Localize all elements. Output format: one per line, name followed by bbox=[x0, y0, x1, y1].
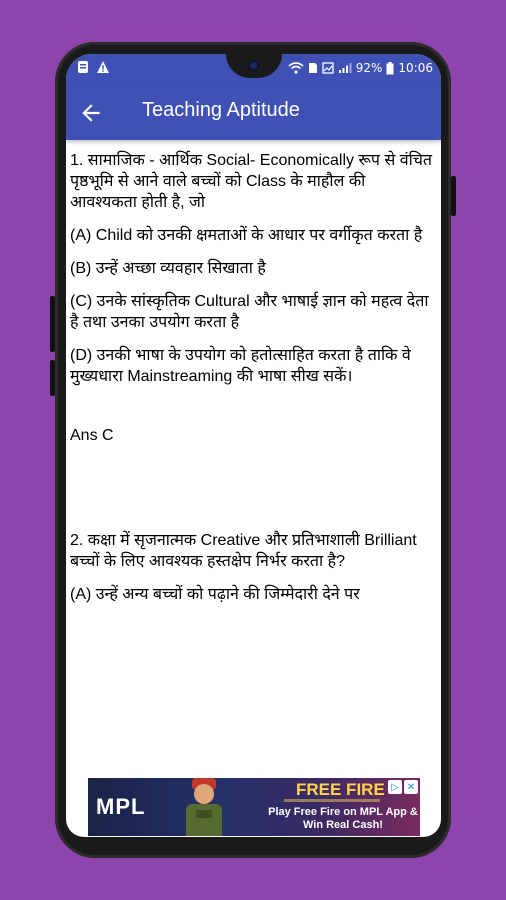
answer-text: Ans C bbox=[70, 427, 114, 444]
side-button-right bbox=[451, 176, 456, 216]
option-c: (C) उनके सांस्कृतिक Cultural और भाषाई ज्ञान को महत्व देता है तथा उनका उपयोग करता है bbox=[70, 293, 429, 331]
page-title: Teaching Aptitude bbox=[142, 99, 300, 121]
option-b: (B) उन्हें अच्छा व्यवहार सिखाता है bbox=[70, 260, 266, 277]
question-text: 1. सामाजिक - आर्थिक Social- Economically रूप से वंचित पृष्ठभूमि से आने वाले बच्चों को Class के माहौल की आवश्यकता होती है, जो bbox=[70, 152, 433, 211]
option-a: (A) Child को उनकी क्षमताओं के आधार पर वर्गीकृत करता है bbox=[70, 227, 423, 244]
ad-banner[interactable] bbox=[88, 778, 420, 836]
sim-icon bbox=[308, 62, 318, 74]
clock: 10:06 bbox=[398, 61, 433, 75]
adchoices-icon[interactable]: ▷ bbox=[388, 780, 402, 794]
question-block-1 bbox=[70, 150, 436, 446]
option-a: (A) उन्हें अन्य बच्चों को पढ़ाने की जिम्मेदारी देने पर bbox=[70, 586, 360, 603]
notification-icon bbox=[76, 60, 90, 74]
front-camera bbox=[248, 60, 259, 71]
ad-controls bbox=[388, 780, 418, 794]
ad-brand: MPL bbox=[96, 794, 146, 819]
status-left-icons bbox=[76, 60, 110, 74]
app-bar bbox=[66, 84, 441, 140]
camera-notch bbox=[226, 54, 282, 78]
question-text: 2. कक्षा में सृजनात्मक Creative और प्रतिभाशाली Brilliant बच्चों के लिए आवश्यक हस्तक्षेप निर्भर करता है? bbox=[70, 532, 417, 570]
game-character-image bbox=[174, 778, 234, 836]
volume-button bbox=[50, 360, 55, 396]
question-list bbox=[70, 150, 436, 617]
battery-percent: 92% bbox=[355, 61, 383, 75]
arrow-left-icon[interactable] bbox=[78, 100, 104, 126]
phone-screen bbox=[66, 54, 441, 837]
ad-game-title: FREE FIRE bbox=[296, 780, 385, 799]
close-icon[interactable]: ✕ bbox=[404, 780, 418, 794]
status-right-icons bbox=[288, 61, 433, 75]
ad-divider bbox=[284, 799, 380, 802]
battery-icon bbox=[386, 62, 394, 75]
ad-text: Play Free Fire on MPL App & Win Real Cash! bbox=[268, 806, 418, 831]
warning-icon bbox=[96, 60, 110, 74]
power-button bbox=[50, 296, 55, 352]
status-bar bbox=[66, 54, 441, 84]
option-d: (D) उनकी भाषा के उपयोग को हतोत्साहित करता है ताकि वे मुख्यधारा Mainstreaming की भाषा सीख सकें। bbox=[70, 347, 411, 385]
signal-icon bbox=[338, 62, 352, 74]
gallery-icon bbox=[322, 62, 334, 74]
question-block-2 bbox=[70, 530, 436, 605]
wifi-icon bbox=[288, 62, 304, 74]
